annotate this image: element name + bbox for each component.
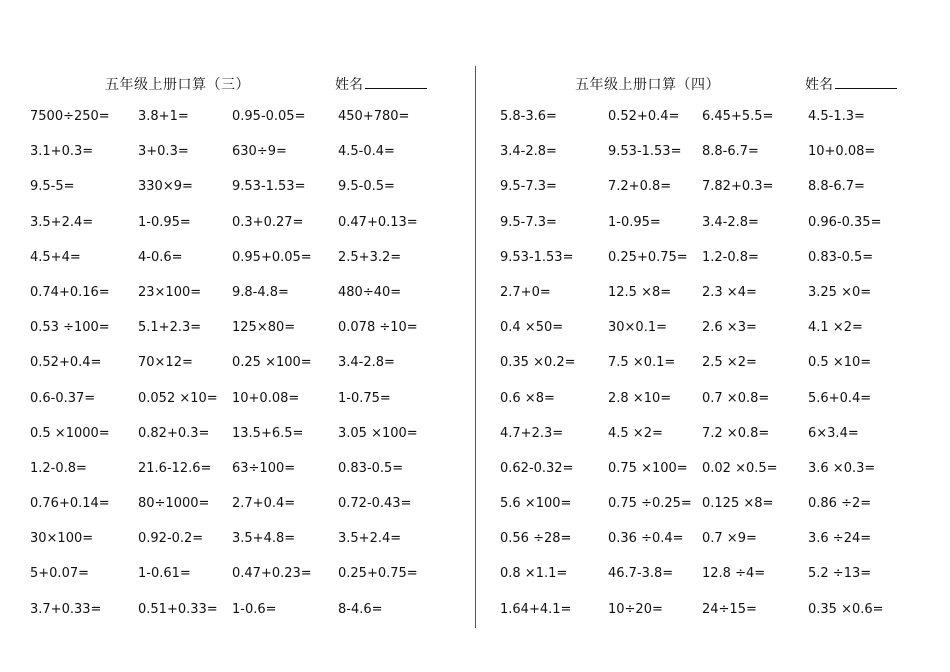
- problem: 5.1+2.3=: [138, 320, 202, 336]
- problem: 4.1 ×2=: [808, 320, 863, 336]
- problem-row: [500, 531, 940, 566]
- problem: 2.7+0.4=: [232, 496, 296, 512]
- problem: 9.5-7.3=: [500, 179, 557, 195]
- problem-row: [30, 355, 470, 390]
- problem: 0.52+0.4=: [30, 355, 102, 371]
- problem: 0.6 ×8=: [500, 390, 555, 406]
- problem: 63÷100=: [232, 460, 296, 476]
- problem: 10÷20=: [608, 601, 663, 617]
- problem: 0.25 ×100=: [232, 355, 312, 371]
- problem: 5.6 ×100=: [500, 496, 572, 512]
- problem: 0.51+0.33=: [138, 601, 218, 617]
- problem: 2.6 ×3=: [702, 320, 757, 336]
- problem-row: [30, 461, 470, 496]
- problem: 30×0.1=: [608, 320, 668, 336]
- problem: 5.2 ÷13=: [808, 566, 872, 582]
- problem: 0.95+0.05=: [232, 249, 312, 265]
- problem: 0.62-0.32=: [500, 460, 574, 476]
- problem: 1-0.6=: [232, 601, 277, 617]
- center-divider: [475, 66, 476, 628]
- problem: 0.82+0.3=: [138, 425, 210, 441]
- problem: 4.7+2.3=: [500, 425, 564, 441]
- problem-row: [30, 320, 470, 355]
- problem: 3.6 ÷24=: [808, 531, 872, 547]
- problem: 8-4.6=: [338, 601, 383, 617]
- left-name-blank: [365, 74, 427, 89]
- problem: 0.7 ×0.8=: [702, 390, 770, 406]
- problem: 9.53-1.53=: [608, 144, 682, 160]
- problem: 0.86 ÷2=: [808, 496, 872, 512]
- right-name-field: [805, 74, 897, 94]
- problem-row: [30, 144, 470, 179]
- problem: 46.7-3.8=: [608, 566, 674, 582]
- problem: 1.64+4.1=: [500, 601, 572, 617]
- problem: 5.8-3.6=: [500, 109, 557, 124]
- problem: 0.125 ×8=: [702, 496, 774, 512]
- left-name-label: 姓名: [335, 77, 363, 93]
- problem: 7.2 ×0.8=: [702, 425, 770, 441]
- problem: 630÷9=: [232, 144, 287, 160]
- problem: 0.96-0.35=: [808, 214, 882, 230]
- problem: 7500÷250=: [30, 109, 110, 124]
- problem: 3.25 ×0=: [808, 284, 872, 300]
- problem-row: [30, 179, 470, 214]
- left-name-field: [335, 74, 427, 94]
- problem: 0.052 ×10=: [138, 390, 218, 406]
- problem: 0.72-0.43=: [338, 496, 412, 512]
- problem: 1-0.75=: [338, 390, 391, 406]
- problem: 0.35 ×0.2=: [500, 355, 576, 371]
- problem: 12.5 ×8=: [608, 284, 672, 300]
- problem: 3.4-2.8=: [702, 214, 759, 230]
- problem: 9.5-0.5=: [338, 179, 395, 195]
- problem-row: [30, 566, 470, 601]
- problem: 1-0.95=: [608, 214, 661, 230]
- problem: 3.1+0.3=: [30, 144, 94, 160]
- problem: 1-0.95=: [138, 214, 191, 230]
- problem: 3.8+1=: [138, 109, 189, 124]
- problem: 3.6 ×0.3=: [808, 460, 876, 476]
- problem: 23×100=: [138, 284, 202, 300]
- problem: 24÷15=: [702, 601, 757, 617]
- problem: 10+0.08=: [808, 144, 876, 160]
- problem: 0.02 ×0.5=: [702, 460, 778, 476]
- problem: 2.8 ×10=: [608, 390, 672, 406]
- problem: 0.83-0.5=: [808, 249, 874, 265]
- problem: 0.25+0.75=: [608, 249, 688, 265]
- problem-row: [500, 179, 940, 214]
- problem: 4-0.6=: [138, 249, 183, 265]
- problem: 3.05 ×100=: [338, 425, 418, 441]
- problem: 1.2-0.8=: [702, 249, 759, 265]
- problem: 70×12=: [138, 355, 193, 371]
- problem: 0.4 ×50=: [500, 320, 564, 336]
- problem: 9.5-5=: [30, 179, 75, 195]
- problem-row: [500, 426, 940, 461]
- problem: 0.92-0.2=: [138, 531, 204, 547]
- problem: 8.8-6.7=: [808, 179, 865, 195]
- problem: 2.5+3.2=: [338, 249, 402, 265]
- problem: 6.45+5.5=: [702, 109, 774, 124]
- right-header: [500, 72, 940, 96]
- problem: 0.7 ×9=: [702, 531, 757, 547]
- problem-row: [500, 461, 940, 496]
- problem: 3.5+2.4=: [338, 531, 402, 547]
- problem: 4.5-1.3=: [808, 109, 865, 124]
- problem-row: [30, 250, 470, 285]
- problem: 0.35 ×0.6=: [808, 601, 884, 617]
- problem: 0.56 ÷28=: [500, 531, 572, 547]
- problem: 10+0.08=: [232, 390, 300, 406]
- problem-row: [500, 215, 940, 250]
- problem: 9.8-4.8=: [232, 284, 289, 300]
- problem-row: [30, 285, 470, 320]
- left-problem-grid: [30, 109, 470, 637]
- problem: 0.6-0.37=: [30, 390, 96, 406]
- problem: 3.4-2.8=: [500, 144, 557, 160]
- problem: 0.36 ÷0.4=: [608, 531, 684, 547]
- problem: 0.74+0.16=: [30, 284, 110, 300]
- problem: 2.3 ×4=: [702, 284, 757, 300]
- problem-row: [30, 602, 470, 637]
- problem: 330×9=: [138, 179, 193, 195]
- problem-row: [500, 285, 940, 320]
- problem: 12.8 ÷4=: [702, 566, 766, 582]
- problem: 9.53-1.53=: [232, 179, 306, 195]
- right-worksheet: [500, 72, 940, 637]
- problem: 0.83-0.5=: [338, 460, 404, 476]
- problem: 0.53 ÷100=: [30, 320, 110, 336]
- problem-row: [500, 250, 940, 285]
- problem: 8.8-6.7=: [702, 144, 759, 160]
- right-problem-grid: [500, 109, 940, 637]
- problem: 9.53-1.53=: [500, 249, 574, 265]
- left-title: 五年级上册口算（三）: [105, 77, 250, 93]
- problem-row: [500, 109, 940, 144]
- problem: 0.75 ÷0.25=: [608, 496, 692, 512]
- problem-row: [500, 144, 940, 179]
- problem: 0.75 ×100=: [608, 460, 688, 476]
- problem: 5.6+0.4=: [808, 390, 872, 406]
- problem: 2.5 ×2=: [702, 355, 757, 371]
- problem: 80÷1000=: [138, 496, 210, 512]
- problem: 4.5+4=: [30, 249, 81, 265]
- problem: 0.52+0.4=: [608, 109, 680, 124]
- problem: 450+780=: [338, 109, 410, 124]
- problem: 5+0.07=: [30, 566, 90, 582]
- problem: 6×3.4=: [808, 425, 859, 441]
- problem: 7.2+0.8=: [608, 179, 672, 195]
- problem: 3+0.3=: [138, 144, 189, 160]
- problem-row: [500, 355, 940, 390]
- problem-row: [30, 391, 470, 426]
- problem: 0.5 ×1000=: [30, 425, 110, 441]
- problem: 4.5-0.4=: [338, 144, 395, 160]
- problem: 0.078 ÷10=: [338, 320, 418, 336]
- right-title: 五年级上册口算（四）: [575, 77, 720, 93]
- problem: 2.7+0=: [500, 284, 551, 300]
- problem: 3.4-2.8=: [338, 355, 395, 371]
- problem: 7.5 ×0.1=: [608, 355, 676, 371]
- problem: 0.47+0.23=: [232, 566, 312, 582]
- problem-row: [30, 109, 470, 144]
- problem-row: [500, 496, 940, 531]
- problem: 0.95-0.05=: [232, 109, 306, 124]
- problem: 30×100=: [30, 531, 94, 547]
- problem: 1.2-0.8=: [30, 460, 87, 476]
- problem-row: [500, 602, 940, 637]
- right-name-label: 姓名: [805, 77, 833, 93]
- problem: 0.25+0.75=: [338, 566, 418, 582]
- left-header: [30, 72, 470, 96]
- problem: 1-0.61=: [138, 566, 191, 582]
- problem: 3.7+0.33=: [30, 601, 102, 617]
- problem: 0.76+0.14=: [30, 496, 110, 512]
- problem-row: [30, 496, 470, 531]
- problem-row: [30, 531, 470, 566]
- problem: 3.5+4.8=: [232, 531, 296, 547]
- problem: 7.82+0.3=: [702, 179, 774, 195]
- problem: 0.5 ×10=: [808, 355, 872, 371]
- problem: 21.6-12.6=: [138, 460, 212, 476]
- problem: 0.8 ×1.1=: [500, 566, 568, 582]
- problem: 0.3+0.27=: [232, 214, 304, 230]
- problem: 480÷40=: [338, 284, 402, 300]
- problem-row: [30, 215, 470, 250]
- problem: 9.5-7.3=: [500, 214, 557, 230]
- problem: 0.47+0.13=: [338, 214, 418, 230]
- problem-row: [500, 566, 940, 601]
- problem: 3.5+2.4=: [30, 214, 94, 230]
- problem-row: [30, 426, 470, 461]
- problem: 13.5+6.5=: [232, 425, 304, 441]
- problem: 125×80=: [232, 320, 296, 336]
- left-worksheet: [30, 72, 470, 637]
- problem-row: [500, 391, 940, 426]
- problem: 4.5 ×2=: [608, 425, 663, 441]
- right-name-blank: [835, 74, 897, 89]
- problem-row: [500, 320, 940, 355]
